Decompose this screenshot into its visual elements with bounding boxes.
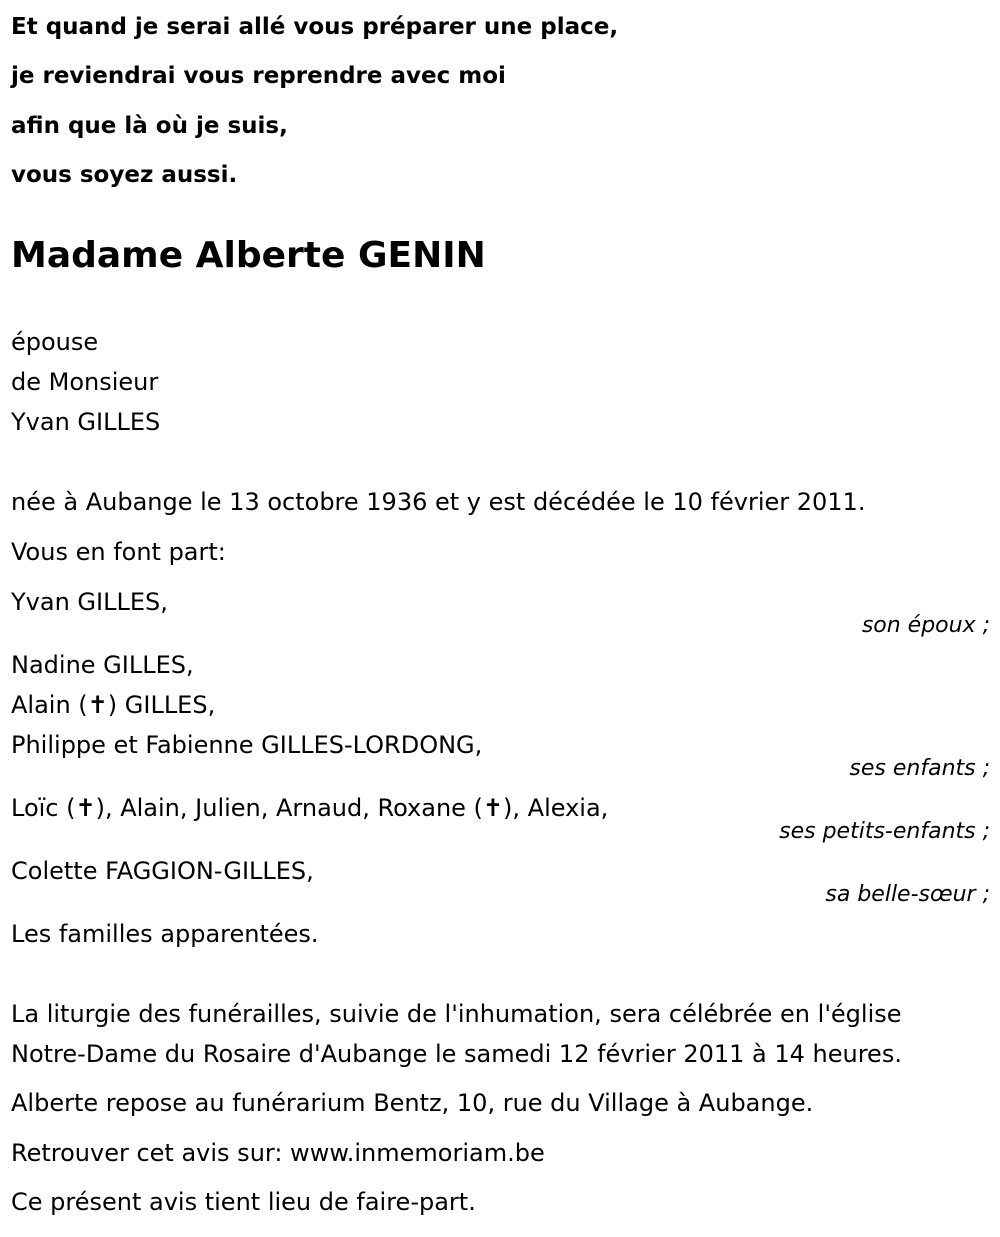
relation-label: son époux ; [861, 613, 990, 638]
spouse-line: épouse [11, 328, 99, 356]
online-notice: Retrouver cet avis sur: www.inmemoriam.be [11, 1139, 545, 1167]
liturgy-line: Notre-Dame du Rosaire d'Aubange le samedi 12 février 2011 à 14 heures. [11, 1040, 902, 1068]
verse-line: je reviendrai vous reprendre avec moi [11, 63, 506, 89]
spouse-name: Yvan GILLES, [11, 588, 168, 616]
birth-death-info: née à Aubange le 13 octobre 1936 et y est décédée le 10 février 2011. [11, 488, 866, 516]
relation-label: ses enfants ; [849, 756, 990, 781]
relation-label: sa belle-sœur ; [825, 882, 990, 907]
spouse-line: Yvan GILLES [11, 408, 161, 436]
deceased-name: Madame Alberte GENIN [11, 235, 486, 276]
related-families: Les familles apparentées. [11, 920, 319, 948]
verse-line: vous soyez aussi. [11, 162, 238, 188]
liturgy-line: La liturgie des funérailles, suivie de l'inhumation, sera célébrée en l'église [11, 1000, 902, 1028]
verse-line: Et quand je serai allé vous préparer une place, [11, 14, 619, 40]
list-item: Nadine GILLES, [11, 651, 194, 679]
list-item: Alain (✝) GILLES, [11, 691, 216, 719]
sister-in-law-name: Colette FAGGION-GILLES, [11, 857, 314, 885]
verse-line: afin que là où je suis, [11, 113, 288, 139]
list-item: Philippe et Fabienne GILLES-LORDONG, [11, 731, 483, 759]
obituary-notice [11, 0, 990, 1237]
faire-part-notice: Ce présent avis tient lieu de faire-part. [11, 1188, 476, 1216]
relation-label: ses petits-enfants ; [779, 819, 990, 844]
announcement-intro: Vous en font part: [11, 538, 226, 566]
spouse-line: de Monsieur [11, 368, 159, 396]
grandchildren-list: Loïc (✝), Alain, Julien, Arnaud, Roxane (✝), Alexia, [11, 794, 609, 822]
funerarium-info: Alberte repose au funérarium Bentz, 10, rue du Village à Aubange. [11, 1089, 814, 1117]
